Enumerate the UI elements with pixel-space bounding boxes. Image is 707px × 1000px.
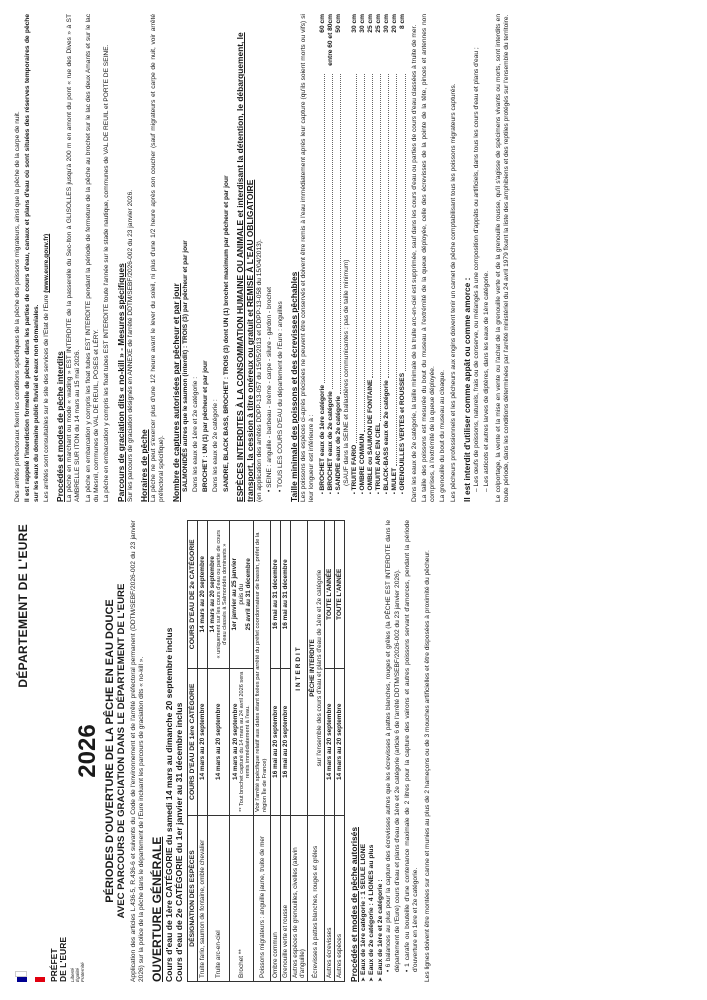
forbidden-methods-heading: Procédés et modes de pêche interdits (55, 351, 66, 502)
cat1-period-cell (230, 668, 254, 816)
triangle-bullet-icon: ▪ (351, 490, 358, 494)
cat-1-2-waters-label: Dans les eaux de 1ère et 2e catégorie : (191, 376, 199, 492)
main-subtitle: AVEC PARCOURS DE GRACIATION DANS LE DÉPARTEMENT DE L'EURE (116, 583, 127, 919)
triangle-bullet-icon: ▪ (392, 490, 399, 494)
department-title: DÉPARTEMENT DE L'EURE (16, 524, 30, 688)
cat2-period-cell: 16 mai au 31 décembre (270, 521, 280, 669)
dot-bullet-icon: • (385, 967, 393, 972)
table-row (270, 521, 280, 982)
boat-rule-lakes: La pêche en embarcation y compris les float tubes EST INTERDITE pendant la période de fermeture de la pêche au brochet sur le lac des deux Amants et sur le lac du Mesnil, communes de VAL DE REUIL, POSES et LÉRY. (84, 14, 101, 502)
document-header (14, 520, 85, 982)
dash-bullet-icon: – (473, 486, 481, 492)
maggots-ban: – Les asticots et autres larves de diptères, dans les eaux de 1ère catégorie. (483, 270, 491, 492)
opening-periods-table (187, 520, 345, 982)
wading-rule: La pêche en marchant ou mode « wading » EST INTERDITE de la passerelle du Sec-Iton à GLISOLLES jusqu'à 200 m en amont du pont « rue des Dives » à ST AMBRELLE SUR ITON du 14 mars au 15 mai 2026. (66, 14, 82, 502)
cat-2-waters-label: Dans les eaux de 2e catégorie : (212, 399, 220, 492)
species-cell: Autres écrevisses (324, 816, 334, 982)
table-row (280, 521, 290, 982)
prefet-label: PRÉFET DE L'EURE (49, 937, 68, 982)
list-item: (SAUF dans la SEINE et ballastières communicantes : pas de taille minimum) (342, 259, 350, 486)
forbidden-consumption-heading: ESPÈCES INTERDITES À LA CONSOMMATION HUMAINE OU ANIMALE et interdisant la détention, le débarquement, le transport, la cession à titre onéreux ou gratuit et REMISE À L'EAU OBLIGATOIRE (235, 32, 256, 502)
species-cell: Ombre commun (270, 816, 280, 982)
category-1-dates: Cours d'eau de 1ère CATÉGORIE du samedi 14 mars au dimanche 20 septembre inclus (163, 627, 174, 982)
pike-release-note: ** Tout brochet capturé du 14 mars au 24 avril 2026 sera remis immédiatement à l'eau. (239, 671, 252, 812)
list-item: ▪ BROCHET eaux de 2e catégorie entre 60 et 80cm (326, 14, 334, 494)
list-item: ▪ SANDRE eaux de 2e catégorie 50 cm (334, 14, 342, 494)
professional-logbook: Les pêcheurs professionnels et les pêcheurs aux engins doivent tenir un carnet de pêche comptabilisant tous les poissons migrateurs capturés. (449, 83, 457, 502)
category-2-dates: Cours d'eau de 2e CATÉGORIE du 1er janvier au 31 décembre inclus (173, 702, 184, 982)
species-cell: Poissons migrateurs : anguille jaune, truite de mer (254, 816, 270, 982)
table-row (334, 521, 344, 982)
bullet-both-categories: ➤Eaux de 1ère et 2e catégorie : (376, 879, 384, 982)
column-header: DÉSIGNATION DES ESPÈCES (187, 816, 197, 982)
table-row (307, 521, 324, 982)
list-item: ▪ MULET 20 cm (391, 14, 399, 494)
fish-eggs-ban: – Les œufs de poissons, naturels, frais ou de conserve, ou mélangés à une composition d'appâts ou artificiels, dans tous les cours d'eau et plans d'eau ; (473, 47, 481, 492)
pike-limit: BROCHET : UN (1) par pêcheur et par jour (202, 360, 210, 492)
list-item: ▪ TRUITE FARIO 30 cm (350, 14, 358, 494)
main-title: PÉRIODES D'OUVERTURE DE LA PÊCHE EN EAU DOUCE (104, 599, 116, 903)
list-item: ▪ OMBLE ou SAUMON DE FONTAINE 25 cm (367, 14, 375, 494)
dot-bullet-icon: • (276, 487, 284, 492)
cat2-period-text: 1er janvier au 25 janvier (231, 558, 239, 631)
salmonid-limit: SALMONIDÉS autres que le saumon (interdit) : TROIS (3) par pêcheur et par jour (181, 240, 189, 492)
bait-ban-heading: Il est interdit d'utiliser comme appât ou comme amorce : (462, 277, 473, 502)
cat2-period-cell: TOUTE L'ANNÉE (334, 521, 344, 669)
forbidden-consumption-refs: (en application des arrêtés DDPP-13-057 du 15/05/2013 et DDPP-13-058 du 15/04/2013). (256, 239, 264, 502)
arrow-bullet-icon: ➤ (369, 976, 376, 982)
dot-bullet-icon: • (403, 966, 411, 972)
cat1-period-cell: 14 mars au 20 septembre (207, 668, 230, 816)
minimum-size-list (319, 14, 408, 494)
year-title: 2026 (74, 724, 101, 778)
bullet-cat2-lines: ➤Eaux de 2e catégorie : 4 LIGNES au plus (368, 844, 376, 982)
bait-bottle-rule: • 1 carafe ou bouteille d'une contenance maximale de 2 litres pour la capture des vairons et autres poissons servant d'amorces, pendant la période d'ouverture en 1ère et 2e catégorie. (403, 520, 420, 972)
triangle-bullet-icon: ▪ (360, 490, 366, 494)
species-cell: Truite fario, saumon de fontaine, omble chevalier (197, 816, 207, 982)
table-row (207, 521, 230, 982)
predator-limit: SANDRE, BLACK BASS, BROCHET : TROIS (3) dont UN (1) brochet maximum par pêcheur et par jour (222, 175, 230, 492)
general-opening-heading: OUVERTURE GÉNÉRALE (149, 836, 164, 982)
bullet-cat1-lines: ➤Eaux de 1ère catégorie : 1 SEULE LIGNE (359, 843, 367, 982)
right-column (14, 14, 695, 502)
cat1-period-cell: 14 mars au 20 septembre (324, 668, 334, 816)
column-header: COURS D'EAU DE 2e CATÉGORIE (187, 521, 197, 669)
frog-measurement: La grenouille du bout du museau au cloaque. (439, 370, 447, 502)
list-item: ▪ BROCHET eaux de 1ère catégorie 60 cm (318, 14, 326, 494)
cat2-period-cell (230, 521, 254, 669)
table-row (290, 521, 307, 982)
no-kill-heading: Parcours de graciation dits « no-kill » - Mesures spécifiques (115, 263, 126, 502)
merged-period-text: PÊCHE INTERDITE (308, 639, 316, 697)
dash-bullet-icon: – (483, 486, 491, 492)
lines-rule: Les lignes doivent être montées sur canne et munies au plus de 2 hameçons ou de 3 mouches artificielles et être disposées à proximité du pêcheur. (423, 550, 431, 982)
species-cell: Écrevisses à pattes blanches, rouges et grêles (307, 816, 324, 982)
fishing-hours-text: La pêche ne peut s'exercer plus d'une 1/2 heure avant le lever du soleil, ni plus d'une 1/2 heure après son coucher (sauf migrateurs et carpe de nuit, voir arrêté préfectoral spécifique). (149, 14, 166, 502)
boat-rule-stadium: La pêche en embarcation y compris les float tubes EST INTERDITE toute l'année sur le stade nautique, communes de VAL DE REUIL et PORTE DE SEINE. (103, 44, 111, 502)
reserves-warning: Il est rappelé l'interdiction formelle de pêcher dans les parties de cours d'eau, canaux et plans d'eau où sont situées des réserves temporaires de pêche sur les eaux du domaine public fluvial et eaux non domaniales. (24, 14, 40, 502)
cat1-period-cell: 16 mai au 20 septembre (280, 668, 290, 816)
species-cell: Truite arc-en-ciel (207, 816, 230, 982)
list-item: ▪ OMBRE COMMUN 30 cm (359, 14, 366, 494)
merged-period-cell: INTERDIT (290, 521, 307, 816)
dot-bullet-icon: • (266, 487, 274, 492)
triangle-bullet-icon: ▪ (400, 490, 407, 494)
minimum-size-heading: Taille minimale des poissons et des écrevisses pêchables (288, 271, 299, 502)
merged-period-cell (307, 521, 324, 816)
cat2-period-cell: TOUTE L'ANNÉE (324, 521, 334, 669)
all-rivers-species: • TOUS LES COURS D'EAU du département de l'Eure : anguilles (276, 301, 284, 492)
table-row (197, 521, 207, 982)
left-column (14, 520, 695, 982)
merged-period-note: sur l'ensemble des cours d'eau et plans d'eau de 1ère et 2e catégorie (315, 569, 323, 767)
minimum-size-intro: Les poissons des espèces ci-après précisées ne peuvent être conservés et doivent être remis à l'eau immédiatement après leur capture (qu'ils soient morts ou vifs) si leur longueur est inférieure à : (299, 14, 316, 502)
frog-trade-ban: Le colportage, la vente et la mise en vente ou l'achat de la grenouille verte et de la grenouille rousse, qu'il s'agisse de spécimens vivants ou morts, sont interdits en toute période, dans les conditions déterminées par l'arrêté ministériel du 24 avril 1979 fixant la liste des amphibiens et des reptiles protégés sur l'ensemble du territoire. (494, 14, 510, 502)
seine-species: • SEINE : anguille - barbeau - brème - carpe - silure - gardon - brochet (266, 287, 274, 492)
species-cell: Brochet ** (230, 816, 254, 982)
legal-intro: Application des articles L.436-5, R.436-6 et suivants du Code de l'environnement et de l'arrêté préfectoral permanent (DDTM/SEBF/2026-002 du 23 janvier 2026) sur la police de la pêche dans le département de l'Eure incluant les parcours de graciation dits « no-kill ». (130, 520, 146, 982)
table-header-row (187, 521, 197, 982)
triangle-bullet-icon: ▪ (327, 490, 334, 494)
no-kill-text: Sur les parcours de graciation désignés en ANNEXE de l'arrêté DDTM/SEBF/2026-002 du 23 janvier 2026. (126, 189, 134, 502)
list-item: ▪ GRENOUILLES VERTES et ROUSSES 8 cm (399, 14, 407, 494)
cat1-period-text: 14 mars au 20 septembre (232, 703, 239, 780)
cat1-period-cell: 16 mai au 20 septembre (270, 668, 280, 816)
triangle-bullet-icon: ▪ (384, 490, 391, 494)
cat2-period-cell (207, 521, 230, 669)
prefecture-logo (14, 928, 85, 982)
rainbow-trout-note: Dans les eaux de 2e catégorie, la taille minimale de la truite arc-en-ciel est supprimée, sauf dans les cours d'eau ou parties de cours d'eau classées à truite de mer. (410, 24, 418, 502)
species-cell: Grenouille verte et rousse (280, 816, 290, 982)
arrow-bullet-icon: ➤ (360, 976, 367, 982)
triangle-bullet-icon: ▪ (319, 490, 326, 494)
merged-period-cell: Voir l'arrêté spécifique relatif aux dates étant fixées par arrêté du préfet coordonnateur de bassin, préfet de la région Île de France) (254, 521, 270, 816)
website-link[interactable]: (www.eure.gouv.fr) (42, 233, 50, 293)
marianne-flag-icon (14, 968, 24, 982)
cat2-period-note: « uniquement sur les cours d'eau ou partie de cours d'eau classés à Salmonidés dominants » (215, 529, 228, 659)
triangle-bullet-icon: ▪ (335, 490, 342, 494)
republic-motto: Liberté Égalité Fraternité (70, 962, 85, 982)
column-header: COURS D'EAU DE 1ère CATÉGORIE (187, 668, 197, 816)
arrow-bullet-icon: ➤ (377, 976, 384, 982)
cat2-period-text-2: 25 avril au 31 décembre (245, 558, 253, 631)
table-row (324, 521, 334, 982)
list-item: ▪ BLACK-BASS eaux de 2e catégorie 30 cm (383, 14, 391, 494)
authorized-methods-heading: Procédés et modes de pêche autorisés (348, 827, 359, 982)
fishing-hours-heading: Horaires de pêche (138, 429, 149, 502)
crayfish-nets-rule: • 6 balances au plus pour la capture des écrevisses autres que les écrevisses à pattes blanches, rouges et grêles (la PÊCHE EST INTERDITE dans le département de l'Eure) cours d'eau et plans d'eau de 1ère et 2e catégorie (article 6 de l'arrêté DDTM/SEBF/2026-002 du 23 janvier 2026). (385, 520, 401, 972)
species-cell: Autres espèces (334, 816, 344, 982)
triangle-bullet-icon: ▪ (368, 490, 375, 494)
measurement-method: La taille des poissons est mesurée du bout du museau à l'extrémité de la queue déployée, celle des écrevisses de la pointe de la tête, pinces et antennes non comprises, à l'extrémité de la queue déployée. (420, 14, 437, 502)
table-row (230, 521, 254, 982)
migratory-intro: Des arrêtés préfectoraux fixent les conditions spécifiques de la pêche des poissons migrateurs, ainsi que la pêche de la carpe de nuit. (14, 111, 21, 502)
species-cell: Autres espèces de grenouilles, civelles (alevin d'anguille) (290, 816, 307, 982)
cat1-period-cell: 14 mars au 20 septembre (334, 668, 344, 816)
table-row (254, 521, 270, 982)
cat2-period-cell: 16 mai au 31 décembre (280, 521, 290, 669)
triangle-bullet-icon: ▪ (376, 490, 383, 494)
cat1-period-cell: 14 mars au 20 septembre (197, 668, 207, 816)
list-item: ▪ TRUITE ARC EN CIEL 25 cm (375, 14, 383, 494)
website-notice: Les arrêtés sont consultables sur le site des services de l'Etat de l'Eure (www.eure.gouv.fr) (42, 233, 50, 502)
cat2-period-text: 14 mars au 20 septembre (208, 556, 216, 633)
cat2-period-connector: puis du (238, 583, 246, 605)
cat2-period-cell: 14 mars au 20 septembre (197, 521, 207, 669)
catch-limits-heading: Nombre de captures autorisées par pêcheur et par jour (170, 283, 181, 502)
